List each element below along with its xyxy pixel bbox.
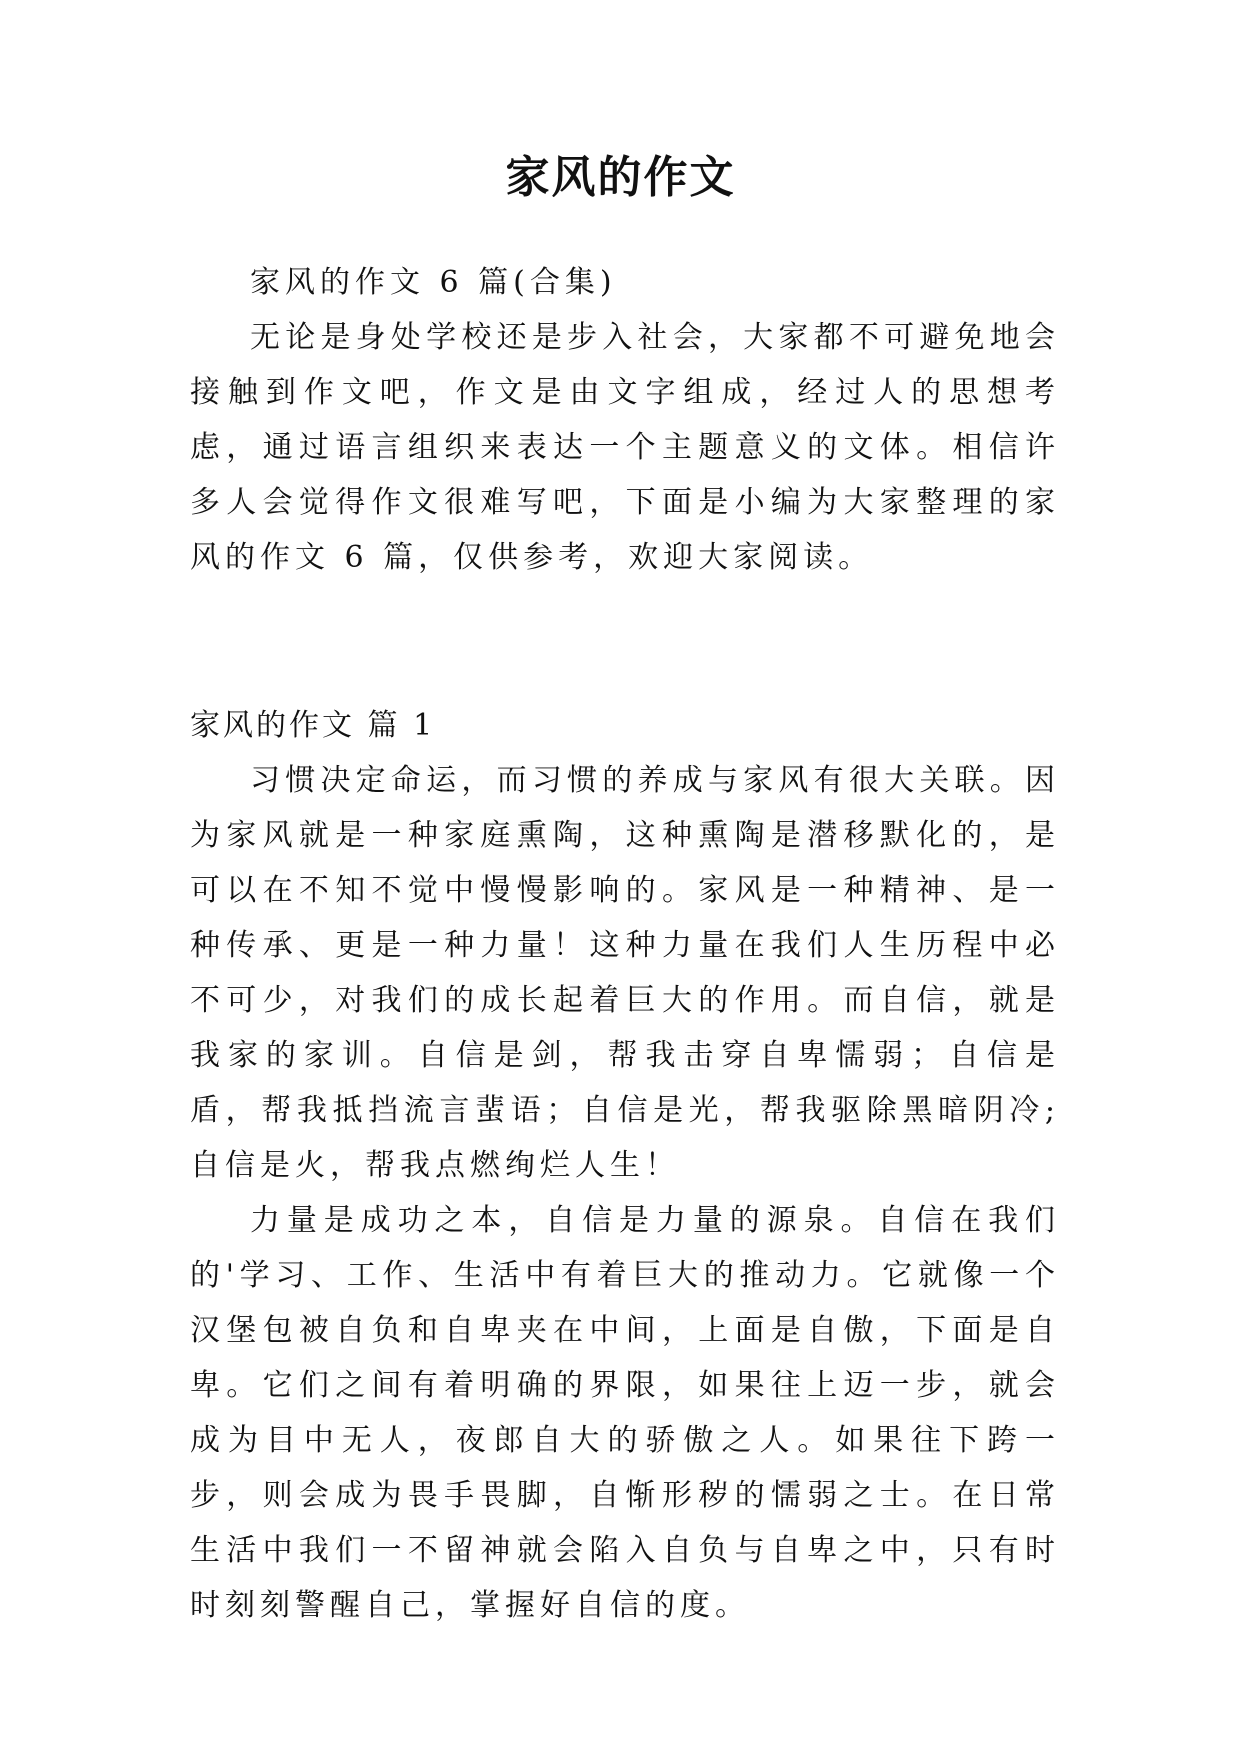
section-1 (190, 698, 1060, 1633)
document-subtitle: 家风的作文 6 篇(合集) (250, 265, 617, 300)
intro-section (190, 255, 1060, 585)
intro-paragraph: 无论是身处学校还是步入社会，大家都不可避免地会接触到作文吧，作文是由文字组成，经过人的思想考虑，通过语言组织来表达一个主题意义的文体。相信许多人会觉得作文很难写吧，下面是小编为大家整理的家风的作文 6 篇，仅供参考，欢迎大家阅读。 (190, 320, 1060, 575)
section-paragraph: 力量是成功之本，自信是力量的源泉。自信在我们的'学习、工作、生活中有着巨大的推动力。它就像一个汉堡包被自负和自卑夹在中间，上面是自傲，下面是自卑。它们之间有着明确的界限，如果往上迈一步，就会成为目中无人，夜郎自大的骄傲之人。如果往下跨一步，则会成为畏手畏脚，自惭形秽的懦弱之士。在日常生活中我们一不留神就会陷入自负与自卑之中，只有时时刻刻警醒自己，掌握好自信的度。 (190, 1203, 1060, 1623)
section-heading: 家风的作文 篇 1 (190, 708, 436, 743)
document-title: 家风的作文 (505, 152, 736, 203)
section-paragraph: 习惯决定命运，而习惯的养成与家风有很大关联。因为家风就是一种家庭熏陶，这种熏陶是潜移默化的，是可以在不知不觉中慢慢影响的。家风是一种精神、是一种传承、更是一种力量！这种力量在我们人生历程中必不可少，对我们的成长起着巨大的作用。而自信，就是我家的家训。自信是剑，帮我击穿自卑懦弱；自信是盾，帮我抵挡流言蜚语；自信是光，帮我驱除黑暗阴冷;自信是火，帮我点燃绚烂人生！ (190, 763, 1060, 1183)
